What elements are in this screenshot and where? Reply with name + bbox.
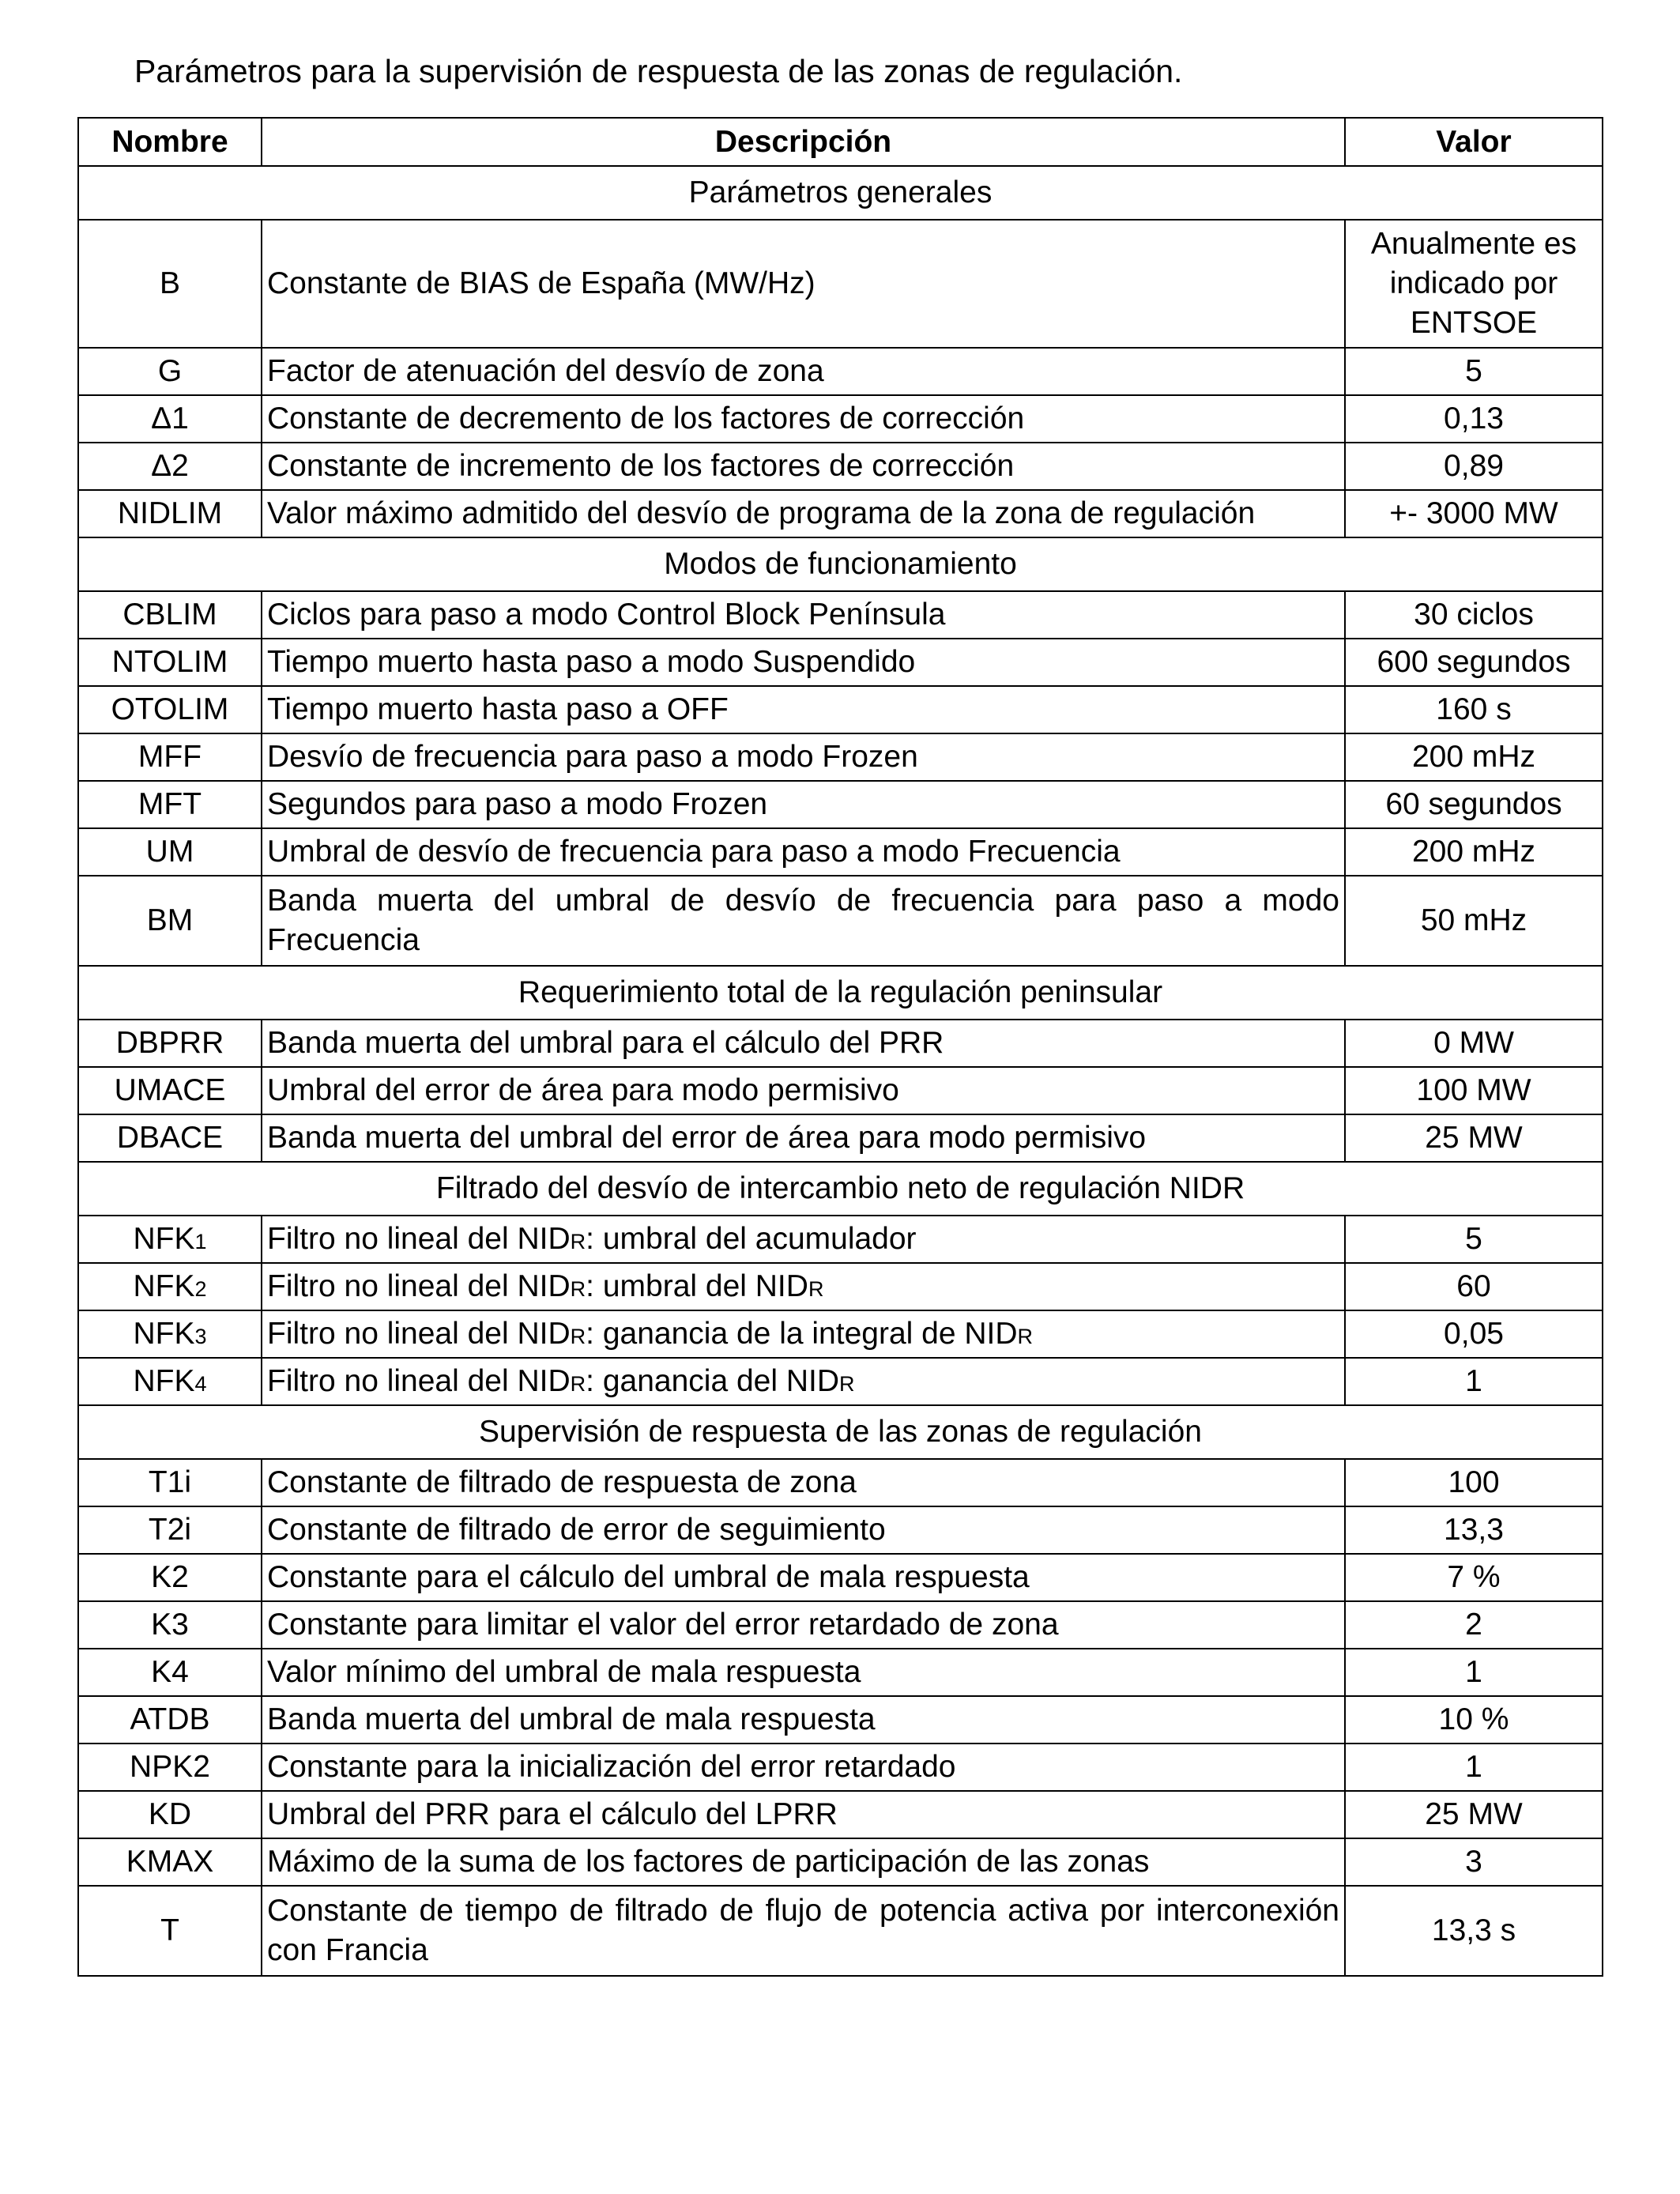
param-name: NTOLIM	[78, 639, 262, 686]
table-row	[78, 686, 1603, 733]
param-value: 160 s	[1345, 686, 1603, 733]
table-row	[78, 1216, 1603, 1263]
table-row	[78, 639, 1603, 686]
param-value: 13,3	[1345, 1506, 1603, 1554]
desc-subscript: R	[808, 1277, 824, 1301]
table-row	[78, 1358, 1603, 1405]
table-row	[78, 1310, 1603, 1358]
table-row	[78, 1838, 1603, 1886]
param-value: 7 %	[1345, 1554, 1603, 1601]
table-row	[78, 1263, 1603, 1310]
param-name-subscript: 2	[194, 1277, 207, 1301]
param-description: Factor de atenuación del desvío de zona	[262, 348, 1345, 395]
param-value: 2	[1345, 1601, 1603, 1649]
table-row	[78, 1791, 1603, 1838]
desc-subscript: R	[570, 1277, 586, 1301]
param-value: 0,05	[1345, 1310, 1603, 1358]
param-name: T1i	[78, 1459, 262, 1506]
param-description: Banda muerta del umbral de mala respuesta	[262, 1696, 1345, 1744]
param-name: UMACE	[78, 1067, 262, 1114]
param-value: 25 MW	[1345, 1791, 1603, 1838]
table-header-row	[78, 118, 1603, 166]
param-value: 5	[1345, 1216, 1603, 1263]
param-description: Constante de filtrado de respuesta de zona	[262, 1459, 1345, 1506]
param-name: MFT	[78, 781, 262, 828]
desc-text: Filtro no lineal del NID	[267, 1364, 571, 1398]
param-value: 3	[1345, 1838, 1603, 1886]
param-value: 1	[1345, 1649, 1603, 1696]
desc-subscript: R	[839, 1372, 855, 1396]
desc-text: : umbral del acumulador	[586, 1222, 917, 1256]
table-row	[78, 348, 1603, 395]
table-row	[78, 1886, 1603, 1976]
param-name: KD	[78, 1791, 262, 1838]
param-description	[262, 1310, 1345, 1358]
param-name: KMAX	[78, 1838, 262, 1886]
param-name: DBACE	[78, 1114, 262, 1162]
param-value: +- 3000 MW	[1345, 490, 1603, 537]
param-name: OTOLIM	[78, 686, 262, 733]
desc-text: Filtro no lineal del NID	[267, 1269, 571, 1303]
section-title: Modos de funcionamiento	[78, 537, 1603, 591]
table-row	[78, 443, 1603, 490]
header-name: Nombre	[78, 118, 262, 166]
section-row	[78, 1405, 1603, 1459]
param-name	[78, 1263, 262, 1310]
desc-text: Filtro no lineal del NID	[267, 1222, 571, 1256]
section-row	[78, 966, 1603, 1020]
table-row	[78, 591, 1603, 639]
param-description: Tiempo muerto hasta paso a modo Suspendido	[262, 639, 1345, 686]
table-row	[78, 1649, 1603, 1696]
param-description: Valor máximo admitido del desvío de programa de la zona de regulación	[262, 490, 1345, 537]
table-row	[78, 876, 1603, 966]
table-row	[78, 1744, 1603, 1791]
table-row	[78, 781, 1603, 828]
param-name: UM	[78, 828, 262, 876]
table-row	[78, 395, 1603, 443]
param-value: 0,13	[1345, 395, 1603, 443]
param-description: Máximo de la suma de los factores de participación de las zonas	[262, 1838, 1345, 1886]
param-value: 60	[1345, 1263, 1603, 1310]
table-row	[78, 1601, 1603, 1649]
param-name: NIDLIM	[78, 490, 262, 537]
header-value: Valor	[1345, 118, 1603, 166]
param-description: Constante de incremento de los factores de corrección	[262, 443, 1345, 490]
desc-subscript: R	[570, 1325, 586, 1348]
param-name	[78, 1216, 262, 1263]
table-row	[78, 1554, 1603, 1601]
param-description: Tiempo muerto hasta paso a OFF	[262, 686, 1345, 733]
parameters-table	[77, 117, 1603, 1977]
param-name-base: NFK	[133, 1317, 195, 1351]
section-row	[78, 166, 1603, 220]
section-row	[78, 1162, 1603, 1216]
param-description: Banda muerta del umbral para el cálculo del PRR	[262, 1020, 1345, 1067]
param-name: MFF	[78, 733, 262, 781]
desc-text: : umbral del NID	[586, 1269, 808, 1303]
param-name	[78, 1358, 262, 1405]
desc-text: : ganancia del NID	[586, 1364, 840, 1398]
param-description: Banda muerta del umbral de desvío de frecuencia para paso a modo Frecuencia	[262, 876, 1345, 966]
param-name-subscript: 4	[194, 1372, 207, 1396]
param-name: CBLIM	[78, 591, 262, 639]
param-description: Constante de tiempo de filtrado de flujo de potencia activa por interconexión con Francia	[262, 1886, 1345, 1976]
document-title: Parámetros para la supervisión de respuesta de las zonas de regulación.	[134, 53, 1183, 89]
desc-subscript: R	[570, 1372, 586, 1396]
param-description: Umbral del PRR para el cálculo del LPRR	[262, 1791, 1345, 1838]
table-row	[78, 1506, 1603, 1554]
param-name-subscript: 3	[194, 1325, 207, 1348]
param-value: 10 %	[1345, 1696, 1603, 1744]
param-value: 60 segundos	[1345, 781, 1603, 828]
param-value: 100	[1345, 1459, 1603, 1506]
param-name: B	[78, 220, 262, 348]
param-name: ATDB	[78, 1696, 262, 1744]
param-name: K2	[78, 1554, 262, 1601]
param-value: 30 ciclos	[1345, 591, 1603, 639]
param-description	[262, 1263, 1345, 1310]
param-name-base: NFK	[133, 1222, 195, 1256]
param-value: 200 mHz	[1345, 733, 1603, 781]
table-row	[78, 1696, 1603, 1744]
desc-subscript: R	[570, 1230, 586, 1253]
section-title: Supervisión de respuesta de las zonas de regulación	[78, 1405, 1603, 1459]
param-name: K4	[78, 1649, 262, 1696]
param-value: 5	[1345, 348, 1603, 395]
table-row	[78, 828, 1603, 876]
param-description: Constante para el cálculo del umbral de mala respuesta	[262, 1554, 1345, 1601]
param-name: G	[78, 348, 262, 395]
param-value: 200 mHz	[1345, 828, 1603, 876]
section-title: Parámetros generales	[78, 166, 1603, 220]
param-name: K3	[78, 1601, 262, 1649]
param-name: Δ1	[78, 395, 262, 443]
section-title: Filtrado del desvío de intercambio neto de regulación NIDR	[78, 1162, 1603, 1216]
param-description: Constante para limitar el valor del error retardado de zona	[262, 1601, 1345, 1649]
param-description: Ciclos para paso a modo Control Block Península	[262, 591, 1345, 639]
param-name: BM	[78, 876, 262, 966]
param-value: 25 MW	[1345, 1114, 1603, 1162]
param-value: 0 MW	[1345, 1020, 1603, 1067]
param-description: Umbral de desvío de frecuencia para paso a modo Frecuencia	[262, 828, 1345, 876]
param-description	[262, 1216, 1345, 1263]
desc-text: : ganancia de la integral de NID	[586, 1317, 1018, 1351]
param-value: 13,3 s	[1345, 1886, 1603, 1976]
param-value: 0,89	[1345, 443, 1603, 490]
param-description: Constante de filtrado de error de seguimiento	[262, 1506, 1345, 1554]
param-description	[262, 1358, 1345, 1405]
table-row	[78, 1020, 1603, 1067]
param-description: Banda muerta del umbral del error de área para modo permisivo	[262, 1114, 1345, 1162]
section-row	[78, 537, 1603, 591]
table-row	[78, 1459, 1603, 1506]
desc-text: Filtro no lineal del NID	[267, 1317, 571, 1351]
table-row	[78, 220, 1603, 348]
table-row	[78, 733, 1603, 781]
param-name-base: NFK	[133, 1269, 195, 1303]
param-description: Desvío de frecuencia para paso a modo Frozen	[262, 733, 1345, 781]
param-name-subscript: 1	[194, 1230, 207, 1253]
param-name: Δ2	[78, 443, 262, 490]
param-description: Segundos para paso a modo Frozen	[262, 781, 1345, 828]
param-name	[78, 1310, 262, 1358]
param-description: Umbral del error de área para modo permisivo	[262, 1067, 1345, 1114]
param-value: 1	[1345, 1358, 1603, 1405]
param-description: Constante de decremento de los factores de corrección	[262, 395, 1345, 443]
param-name: T	[78, 1886, 262, 1976]
param-value: 1	[1345, 1744, 1603, 1791]
param-description: Constante para la inicialización del error retardado	[262, 1744, 1345, 1791]
table-row	[78, 1114, 1603, 1162]
table-row	[78, 1067, 1603, 1114]
param-name: NPK2	[78, 1744, 262, 1791]
desc-subscript: R	[1017, 1325, 1034, 1348]
param-name-base: NFK	[133, 1364, 195, 1398]
param-value: 600 segundos	[1345, 639, 1603, 686]
header-description: Descripción	[262, 118, 1345, 166]
section-title: Requerimiento total de la regulación peninsular	[78, 966, 1603, 1020]
param-description: Constante de BIAS de España (MW/Hz)	[262, 220, 1345, 348]
table-row	[78, 490, 1603, 537]
param-value: 100 MW	[1345, 1067, 1603, 1114]
param-name: T2i	[78, 1506, 262, 1554]
param-value: Anualmente es indicado por ENTSOE	[1345, 220, 1603, 348]
param-value: 50 mHz	[1345, 876, 1603, 966]
param-description: Valor mínimo del umbral de mala respuesta	[262, 1649, 1345, 1696]
param-name: DBPRR	[78, 1020, 262, 1067]
